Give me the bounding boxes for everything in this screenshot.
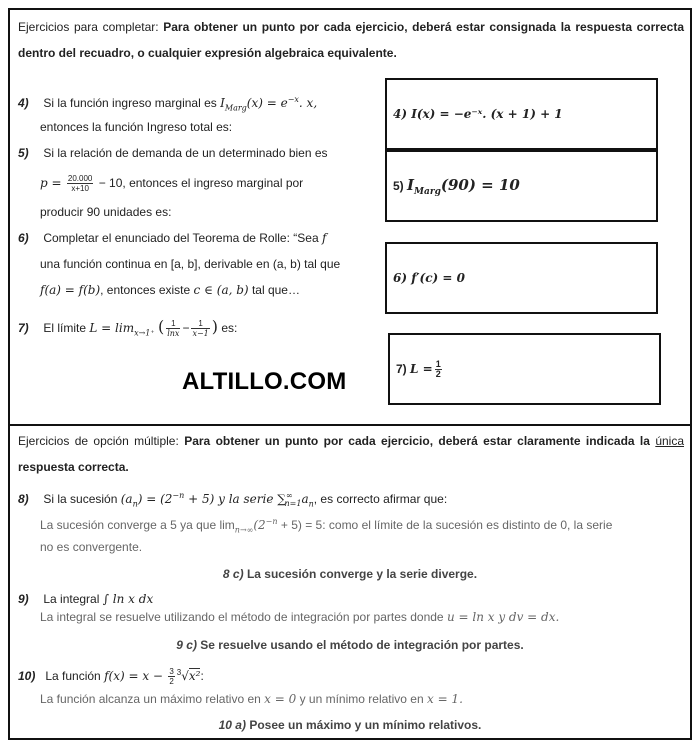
question-4-text: Si la función ingreso marginal es	[43, 96, 217, 110]
question-7-fraction-1: $\frac{1}{\ln x}$	[167, 319, 180, 339]
section-complete	[10, 10, 690, 424]
question-7-number: 7)	[18, 321, 29, 335]
question-4	[18, 92, 378, 115]
section1-header-lead: Ejercicios para completar:	[18, 20, 159, 34]
answer-7-fraction: $\frac{1}{2}$	[435, 358, 441, 379]
question-4-number: 4)	[18, 96, 29, 110]
question-8-explanation-2: no es convergente.	[40, 540, 143, 554]
question-5-fraction: $\frac{20.000}{x+10}$	[67, 174, 93, 194]
question-5	[18, 146, 378, 161]
question-6-number: 6)	[18, 231, 29, 245]
question-10-explanation: La función alcanza un máximo relativo en x = 0 y un mínimo relativo en x = 1.	[40, 692, 463, 706]
question-8-answer: 8 c) La sucesión converge y la serie diverge.	[222, 567, 478, 581]
section2-header: Ejercicios de opción múltiple: Para obtener un punto por cada ejercicio, deberá estar claramente indicada la única respuesta correcta.	[18, 434, 684, 474]
exam-sheet	[8, 8, 692, 740]
question-7: 7) El límite $L = \lim_{x\to 1^+}$ ( $\frac{1}{\ln x}$ − $\frac{1}{x-1}$ ) es:	[18, 317, 238, 339]
question-9-explanation: La integral se resuelve utilizando el método de integración por partes donde u = ln x y dv = dx.	[40, 610, 560, 624]
question-9-answer: 9 c) Se resuelve usando el método de integración por partes.	[176, 638, 524, 652]
question-6-line3: f(a) = f(b), entonces existe c ∈ (a, b) tal que…	[40, 283, 300, 297]
answer-box-5: 5) $I_{Marg}(90) = 10$	[385, 150, 658, 222]
question-4-line2: entonces la función Ingreso total es:	[40, 120, 233, 134]
question-6: 6) Completar el enunciado del Teorema de Rolle: “Sea f	[18, 231, 327, 245]
question-10: 10) La función f(x) = x − $\frac{3}{2}$ $^3$√x²:	[18, 667, 204, 687]
question-8-explanation: La sucesión converge a 5 ya que $\lim_{n\to\infty}(2^{-n} + 5) = 5$: como el límite de la sucesión es distinto de 0, la serie	[40, 517, 613, 535]
watermark-text: ALTILLO.COM	[182, 368, 347, 395]
question-6-line2: una función continua en [a, b], derivable en (a, b) tal que	[40, 257, 341, 271]
section-multiple-choice	[10, 424, 690, 740]
question-8: 8) Si la sucesión $(a_n) = (2^{-n} + 5)$ y la serie $\sum^\infty_{n=1}a_n$, es correcto afirmar que:	[18, 491, 448, 509]
question-7-fraction-2: $\frac{1}{x-1}$	[192, 319, 209, 339]
section1-header	[18, 14, 684, 66]
question-5-line2: p = $\frac{20.000}{x+10}$ − 10, entonces el ingreso marginal por	[40, 174, 304, 194]
answer-box-6: 6) f′(c) = 0	[385, 242, 658, 314]
question-4-formula: $I_{Marg}(x) = e^{-x}$. x,	[220, 95, 318, 113]
question-5-line3: producir 90 unidades es:	[40, 205, 172, 219]
answer-box-4: 4) I(x) = −e⁻ˣ. (x + 1) + 1	[385, 78, 658, 150]
question-5-number: 5)	[18, 146, 29, 160]
question-9: 9) La integral ∫ ln x dx	[18, 592, 154, 606]
section1-header-rest: Para obtener un punto por cada ejercicio, deberá estar consignada la respuesta correcta dentro del recuadro, o cualquier expresión algebraica equivalente.	[18, 20, 684, 60]
answer-box-7: 7) L = $\frac{1}{2}$	[388, 333, 661, 405]
question-10-answer: 10 a) Posee un máximo y un mínimo relativos.	[218, 718, 482, 732]
question-5-text: Si la relación de demanda de un determinado bien es	[43, 146, 328, 160]
